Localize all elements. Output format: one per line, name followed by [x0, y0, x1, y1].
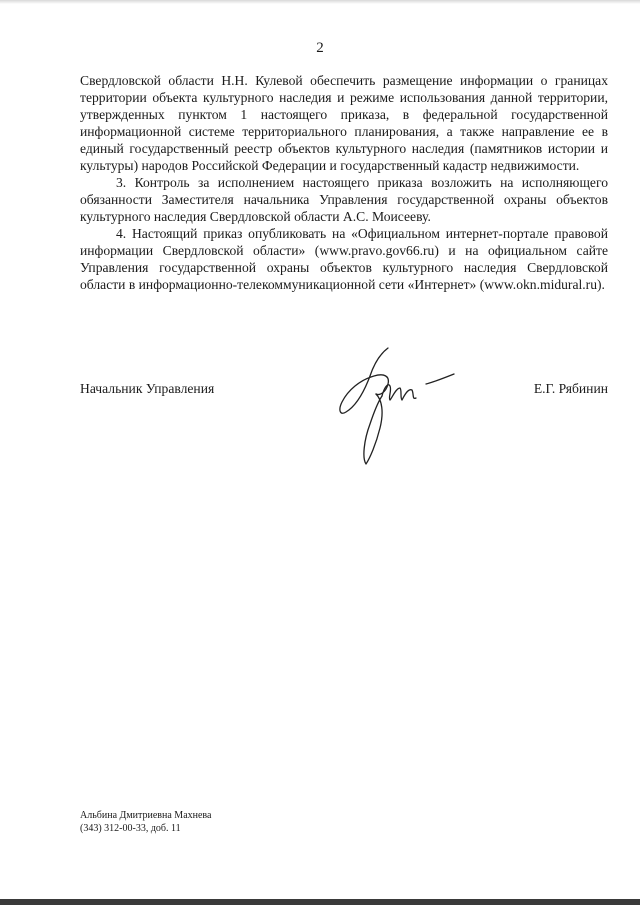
scan-edge-top	[0, 0, 640, 4]
executor-name: Альбина Дмитриевна Махнева	[80, 810, 212, 821]
document-body	[80, 72, 608, 293]
executor-info	[80, 809, 211, 835]
signatory-title: Начальник Управления	[80, 381, 215, 396]
executor-phone: (343) 312-00-33, доб. 11	[80, 823, 181, 834]
handwritten-signature	[330, 340, 470, 470]
page-number: 2	[316, 40, 324, 56]
paragraph-publication: 4. Настоящий приказ опубликовать на «Официальном интернет-портале правовой информации Свердловской области» (www.pravo.gov66.ru) и на официальном сайте Управления государственной охраны объектов культурного наследия Свердловской области в информационно-телекоммуникационной сети «Интернет» (www.okn.midural.ru).	[80, 226, 608, 292]
scan-edge-bottom	[0, 899, 640, 905]
signatory-name: Е.Г. Рябинин	[533, 381, 608, 396]
paragraph-control: 3. Контроль за исполнением настоящего приказа возложить на исполняющего обязанности Заместителя начальника Управления государственной охраны объектов культурного наследия Свердловской области А.С. Моисееву.	[80, 175, 608, 224]
paragraph-continuation: Свердловской области Н.Н. Кулевой обеспечить размещение информации о границах территории объекта культурного наследия и режиме использования данной территории, утвержденных пунктом 1 настоящего приказа, в федеральной государственной информационной системе территориального планирования, а также направление ее в единый государственный реестр объектов культурного наследия (памятников истории и культуры) народов Российской Федерации и государственный кадастр недвижимости.	[80, 73, 608, 173]
